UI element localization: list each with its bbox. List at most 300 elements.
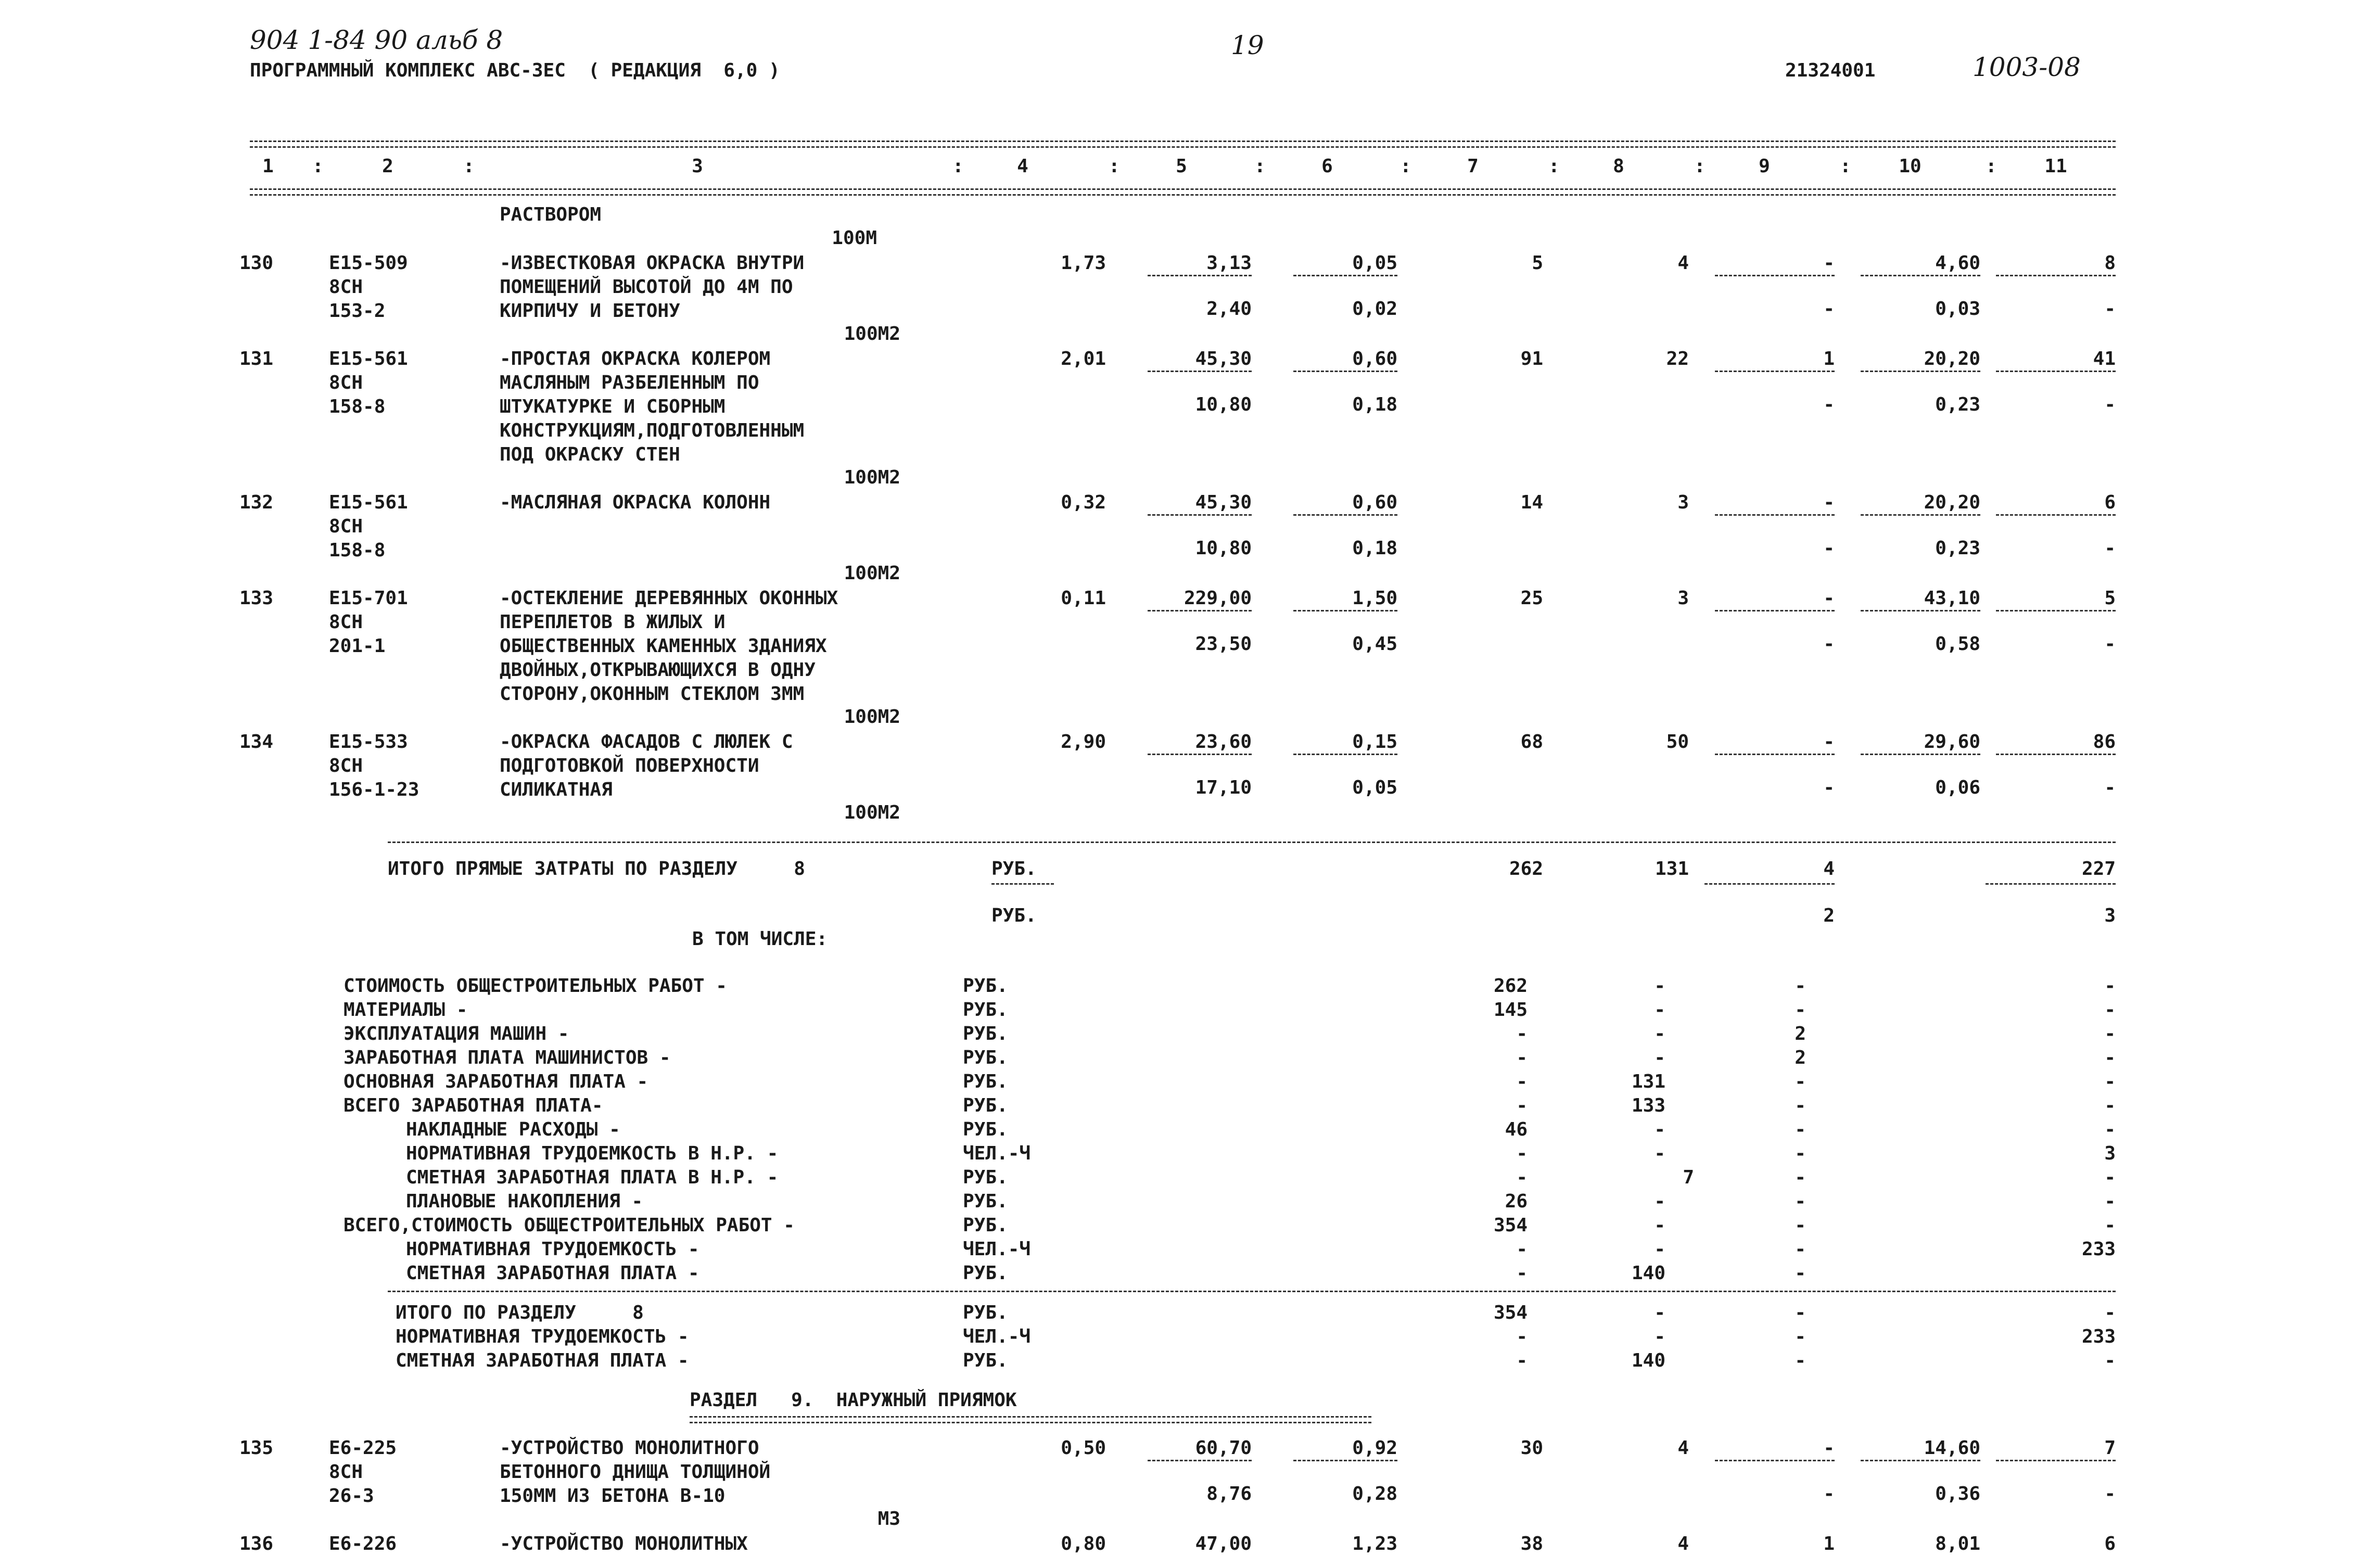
item-description: МАСЛЯНЫМ РАЗБЕЛЕННЫМ ПО xyxy=(500,372,759,393)
unit-underline xyxy=(991,883,1054,885)
totals-c9b: 2 xyxy=(1823,905,1835,926)
header-bottom-rule xyxy=(250,188,2116,196)
page-number: 19 xyxy=(1231,30,1264,60)
cell-c5b: 2,40 xyxy=(1206,298,1252,320)
item-code: Е15-701 xyxy=(329,588,408,609)
unit-label: 100М2 xyxy=(844,706,900,728)
section-9-title: РАЗДЕЛ 9. НАРУЖНЫЙ ПРИЯМОК xyxy=(690,1389,1017,1411)
section-total-c7: - xyxy=(1516,1350,1528,1371)
cell-c6: 0,92 xyxy=(1352,1437,1397,1459)
item-number: 135 xyxy=(239,1437,273,1459)
cell-c6: 1,50 xyxy=(1352,588,1397,609)
cell-c10: 20,20 xyxy=(1924,348,1980,369)
breakdown-label: ПЛАНОВЫЕ НАКОПЛЕНИЯ - xyxy=(406,1191,643,1212)
cell-c6: 0,15 xyxy=(1352,731,1397,753)
section-total-c11: 233 xyxy=(2081,1326,2116,1347)
breakdown-c11: - xyxy=(2104,1167,2116,1188)
breakdown-c9: - xyxy=(1795,975,1806,997)
section-total-label: СМЕТНАЯ ЗАРАБОТНАЯ ПЛАТА - xyxy=(396,1350,689,1371)
item-description: ПОМЕЩЕНИЙ ВЫСОТОЙ ДО 4М ПО xyxy=(500,276,793,298)
cell-c9b: - xyxy=(1823,1483,1835,1505)
item-number: 133 xyxy=(239,588,273,609)
breakdown-c9: - xyxy=(1795,1263,1806,1284)
breakdown-c11: - xyxy=(2104,1191,2116,1212)
breakdown-label: НАКЛАДНЫЕ РАСХОДЫ - xyxy=(406,1119,620,1140)
breakdown-label: МАТЕРИАЛЫ - xyxy=(344,999,468,1021)
cell-c6: 0,05 xyxy=(1352,252,1397,274)
column-header-9: 9 xyxy=(1759,156,1770,177)
column-header-6: 6 xyxy=(1321,156,1333,177)
cell-c9: - xyxy=(1823,588,1835,609)
rate-underline xyxy=(1861,514,1980,516)
cell-c10: 8,01 xyxy=(1935,1533,1980,1554)
cell-c5b: 10,80 xyxy=(1195,394,1252,415)
cell-c7: 25 xyxy=(1520,588,1543,609)
column-header-5: 5 xyxy=(1176,156,1187,177)
rate-underline xyxy=(1293,754,1397,755)
breakdown-c8: - xyxy=(1654,1143,1665,1164)
cell-c6b: 0,02 xyxy=(1352,298,1397,320)
cell-c11: 6 xyxy=(2104,492,2116,513)
rate-underline xyxy=(1715,514,1835,516)
cell-c5: 3,13 xyxy=(1206,252,1252,274)
breakdown-c7: 354 xyxy=(1493,1215,1528,1236)
cell-c7: 38 xyxy=(1520,1533,1543,1554)
breakdown-unit: РУБ. xyxy=(963,1191,1008,1212)
item-description: ПОД ОКРАСКУ СТЕН xyxy=(500,444,680,465)
breakdown-c9: - xyxy=(1795,1167,1806,1188)
breakdown-c9: 2 xyxy=(1795,1023,1806,1044)
item-description: ПОДГОТОВКОЙ ПОВЕРХНОСТИ xyxy=(500,755,759,776)
cell-c4: 0,11 xyxy=(1061,588,1106,609)
cell-c4: 1,73 xyxy=(1061,252,1106,274)
item-code: Е6-226 xyxy=(329,1533,397,1554)
breakdown-unit: РУБ. xyxy=(963,1215,1008,1236)
rate-underline xyxy=(1293,371,1397,372)
rate-underline xyxy=(1148,514,1252,516)
section-total-label: НОРМАТИВНАЯ ТРУДОЕМКОСТЬ - xyxy=(396,1326,689,1347)
item-description: -ОСТЕКЛЕНИЕ ДЕРЕВЯННЫХ ОКОННЫХ xyxy=(500,588,838,609)
item-description: ДВОЙНЫХ,ОТКРЫВАЮЩИХСЯ В ОДНУ xyxy=(500,659,816,681)
cell-c11: 8 xyxy=(2104,252,2116,274)
rate-underline xyxy=(1996,371,2116,372)
cell-c10b: 0,36 xyxy=(1935,1483,1980,1505)
rate-underline xyxy=(1715,610,1835,611)
item-description: -ОКРАСКА ФАСАДОВ С ЛЮЛЕК С xyxy=(500,731,793,753)
continuation-text: РАСТВОРОМ xyxy=(500,204,602,225)
column-separator: : xyxy=(1840,156,1851,177)
cell-c10: 14,60 xyxy=(1924,1437,1980,1459)
breakdown-c7: - xyxy=(1516,1023,1528,1044)
cell-c11: 7 xyxy=(2104,1437,2116,1459)
cell-c5: 45,30 xyxy=(1195,348,1252,369)
totals-c11: 227 xyxy=(2081,858,2116,879)
cell-c8: 4 xyxy=(1677,1533,1689,1554)
cell-c9b: - xyxy=(1823,538,1835,559)
rate-underline xyxy=(1148,275,1252,276)
breakdown-c9: - xyxy=(1795,1071,1806,1092)
cell-c4: 0,50 xyxy=(1061,1437,1106,1459)
item-number: 136 xyxy=(239,1533,273,1554)
breakdown-c8: - xyxy=(1654,1239,1665,1260)
including-label: В ТОМ ЧИСЛЕ: xyxy=(692,928,828,950)
item-number: 132 xyxy=(239,492,273,513)
cell-c5: 47,00 xyxy=(1195,1533,1252,1554)
cell-c6b: 0,18 xyxy=(1352,538,1397,559)
item-code: Е15-533 xyxy=(329,731,408,753)
cell-c9: - xyxy=(1823,252,1835,274)
breakdown-unit: РУБ. xyxy=(963,975,1008,997)
section-total-c9: - xyxy=(1795,1302,1806,1323)
cell-c11: 41 xyxy=(2093,348,2116,369)
column-header-1: 1 xyxy=(262,156,274,177)
column-header-2: 2 xyxy=(382,156,393,177)
breakdown-label: ОСНОВНАЯ ЗАРАБОТНАЯ ПЛАТА - xyxy=(344,1071,648,1092)
item-description: БЕТОННОГО ДНИЩА ТОЛЩИНОЙ xyxy=(500,1461,771,1483)
breakdown-unit: РУБ. xyxy=(963,1023,1008,1044)
cell-c9: 1 xyxy=(1823,348,1835,369)
header-top-rule xyxy=(250,141,2116,148)
breakdown-c11: - xyxy=(2104,1071,2116,1092)
cell-c5: 23,60 xyxy=(1195,731,1252,753)
item-code: 201-1 xyxy=(329,635,386,657)
cell-c10b: 0,06 xyxy=(1935,777,1980,798)
breakdown-c8b: 7 xyxy=(1683,1167,1694,1188)
cell-c9b: - xyxy=(1823,298,1835,320)
item-description: СТОРОНУ,ОКОННЫМ СТЕКЛОМ 3ММ xyxy=(500,683,805,705)
breakdown-c8: - xyxy=(1654,1023,1665,1044)
rate-underline xyxy=(1148,754,1252,755)
column-header-3: 3 xyxy=(692,156,703,177)
unit-label: 100М2 xyxy=(844,467,900,488)
section-totals-rule xyxy=(388,1291,2116,1292)
totals-c7: 262 xyxy=(1509,858,1543,879)
rate-underline xyxy=(1715,371,1835,372)
totals-top-rule xyxy=(388,842,2116,843)
section-total-unit: ЧЕЛ.-Ч xyxy=(963,1326,1031,1347)
column-separator: : xyxy=(1109,156,1120,177)
item-description: ОБЩЕСТВЕННЫХ КАМЕННЫХ ЗДАНИЯХ xyxy=(500,635,827,657)
breakdown-c8: 133 xyxy=(1631,1095,1665,1116)
column-header-8: 8 xyxy=(1613,156,1624,177)
breakdown-c11: - xyxy=(2104,1095,2116,1116)
breakdown-label: ВСЕГО,СТОИМОСТЬ ОБЩЕСТРОИТЕЛЬНЫХ РАБОТ - xyxy=(344,1215,795,1236)
item-description: ШТУКАТУРКЕ И СБОРНЫМ xyxy=(500,396,726,417)
cell-c6b: 0,18 xyxy=(1352,394,1397,415)
cell-c11: 86 xyxy=(2093,731,2116,753)
breakdown-unit: РУБ. xyxy=(963,1095,1008,1116)
column-separator: : xyxy=(463,156,475,177)
document-code: 21324001 xyxy=(1785,60,1876,81)
cell-c9: - xyxy=(1823,1437,1835,1459)
column-separator: : xyxy=(1548,156,1560,177)
totals-title: ИТОГО ПРЯМЫЕ ЗАТРАТЫ ПО РАЗДЕЛУ 8 xyxy=(388,858,805,879)
handwritten-code: 1003-08 xyxy=(1973,52,2081,82)
cell-c7: 91 xyxy=(1520,348,1543,369)
rate-underline xyxy=(1715,1460,1835,1461)
breakdown-unit: РУБ. xyxy=(963,1167,1008,1188)
item-code: 8СН xyxy=(329,516,363,537)
cell-c7: 30 xyxy=(1520,1437,1543,1459)
breakdown-unit: ЧЕЛ.-Ч xyxy=(963,1239,1031,1260)
cell-c11b: - xyxy=(2104,777,2116,798)
cell-c10: 4,60 xyxy=(1935,252,1980,274)
rate-underline xyxy=(1996,514,2116,516)
breakdown-c7: - xyxy=(1516,1047,1528,1068)
cell-c8: 4 xyxy=(1677,252,1689,274)
unit-label: 100М2 xyxy=(844,323,900,345)
cell-c6: 0,60 xyxy=(1352,492,1397,513)
cell-c10: 29,60 xyxy=(1924,731,1980,753)
breakdown-c11: - xyxy=(2104,1047,2116,1068)
cell-c8: 50 xyxy=(1666,731,1689,753)
item-code: 8СН xyxy=(329,1461,363,1483)
item-code: Е15-561 xyxy=(329,348,408,369)
column-separator: : xyxy=(1986,156,1997,177)
breakdown-c9: - xyxy=(1795,1239,1806,1260)
breakdown-c8: - xyxy=(1654,1191,1665,1212)
cell-c11b: - xyxy=(2104,298,2116,320)
totals-c8: 131 xyxy=(1655,858,1689,879)
breakdown-c11: - xyxy=(2104,1023,2116,1044)
breakdown-c7: - xyxy=(1516,1167,1528,1188)
cell-c5b: 23,50 xyxy=(1195,633,1252,655)
item-description: -УСТРОЙСТВО МОНОЛИТНЫХ xyxy=(500,1533,748,1554)
cell-c10: 20,20 xyxy=(1924,492,1980,513)
item-code: 158-8 xyxy=(329,396,386,417)
item-code: 158-8 xyxy=(329,540,386,561)
breakdown-unit: РУБ. xyxy=(963,999,1008,1021)
breakdown-c8: - xyxy=(1654,1047,1665,1068)
breakdown-c8: 140 xyxy=(1631,1263,1665,1284)
item-code: 8СН xyxy=(329,372,363,393)
breakdown-label: СМЕТНАЯ ЗАРАБОТНАЯ ПЛАТА - xyxy=(406,1263,699,1284)
item-code: Е6-225 xyxy=(329,1437,397,1459)
cell-c9: 1 xyxy=(1823,1533,1835,1554)
cell-c11b: - xyxy=(2104,633,2116,655)
cell-c11: 6 xyxy=(2104,1533,2116,1554)
section-total-c7: 354 xyxy=(1493,1302,1528,1323)
cell-c11: 5 xyxy=(2104,588,2116,609)
cell-c5b: 17,10 xyxy=(1195,777,1252,798)
cell-c9b: - xyxy=(1823,633,1835,655)
breakdown-c9: - xyxy=(1795,1095,1806,1116)
item-description: -ИЗВЕСТКОВАЯ ОКРАСКА ВНУТРИ xyxy=(500,252,805,274)
cell-c6b: 0,28 xyxy=(1352,1483,1397,1505)
rate-underline xyxy=(1293,610,1397,611)
unit-label: 100М2 xyxy=(844,802,900,823)
rate-underline xyxy=(1861,610,1980,611)
item-number: 134 xyxy=(239,731,273,753)
cell-c9b: - xyxy=(1823,777,1835,798)
cell-c5: 229,00 xyxy=(1184,588,1252,609)
item-description: 150ММ ИЗ БЕТОНА В-10 xyxy=(500,1485,726,1507)
section-total-c8: 140 xyxy=(1631,1350,1665,1371)
breakdown-c7: - xyxy=(1516,1143,1528,1164)
column-separator: : xyxy=(952,156,964,177)
cell-c7: 14 xyxy=(1520,492,1543,513)
item-code: 8СН xyxy=(329,276,363,298)
cell-c6b: 0,05 xyxy=(1352,777,1397,798)
cell-c9: - xyxy=(1823,731,1835,753)
section-total-c8: - xyxy=(1654,1326,1665,1347)
column-separator: : xyxy=(1400,156,1411,177)
cell-c10b: 0,23 xyxy=(1935,538,1980,559)
breakdown-label: НОРМАТИВНАЯ ТРУДОЕМКОСТЬ - xyxy=(406,1239,699,1260)
column-header-7: 7 xyxy=(1467,156,1479,177)
cell-c4: 2,90 xyxy=(1061,731,1106,753)
section-total-unit: РУБ. xyxy=(963,1350,1008,1371)
rate-underline xyxy=(1996,275,2116,276)
item-code: 8СН xyxy=(329,611,363,633)
breakdown-label: НОРМАТИВНАЯ ТРУДОЕМКОСТЬ В Н.Р. - xyxy=(406,1143,779,1164)
cell-c11b: - xyxy=(2104,538,2116,559)
column-separator: : xyxy=(1254,156,1266,177)
totals-c9: 4 xyxy=(1823,858,1835,879)
cell-c6: 1,23 xyxy=(1352,1533,1397,1554)
rate-underline xyxy=(1861,371,1980,372)
section-total-c11: - xyxy=(2104,1350,2116,1371)
column-header-4: 4 xyxy=(1017,156,1028,177)
cell-c4: 2,01 xyxy=(1061,348,1106,369)
rate-underline xyxy=(1148,371,1252,372)
breakdown-unit: РУБ. xyxy=(963,1047,1008,1068)
rate-underline xyxy=(1715,754,1835,755)
item-description: КИРПИЧУ И БЕТОНУ xyxy=(500,300,680,322)
rate-underline xyxy=(1996,754,2116,755)
breakdown-label: ЭКСПЛУАТАЦИЯ МАШИН - xyxy=(344,1023,569,1044)
totals-underline xyxy=(1704,883,1835,885)
item-code: 153-2 xyxy=(329,300,386,322)
rate-underline xyxy=(1996,610,2116,611)
column-header-11: 11 xyxy=(2044,156,2067,177)
breakdown-c9: - xyxy=(1795,1191,1806,1212)
cell-c5: 45,30 xyxy=(1195,492,1252,513)
section-total-c7: - xyxy=(1516,1326,1528,1347)
breakdown-label: СМЕТНАЯ ЗАРАБОТНАЯ ПЛАТА В Н.Р. - xyxy=(406,1167,779,1188)
breakdown-c9: - xyxy=(1795,1143,1806,1164)
item-description: -ПРОСТАЯ ОКРАСКА КОЛЕРОМ xyxy=(500,348,771,369)
breakdown-c11: - xyxy=(2104,999,2116,1021)
breakdown-c7: 26 xyxy=(1505,1191,1528,1212)
breakdown-c11: 3 xyxy=(2104,1143,2116,1164)
column-separator: : xyxy=(1694,156,1706,177)
totals-underline xyxy=(1986,883,2116,885)
unit-label: М3 xyxy=(877,1508,900,1529)
breakdown-c8: 131 xyxy=(1631,1071,1665,1092)
unit-label: 100М xyxy=(832,227,877,249)
cell-c4: 0,32 xyxy=(1061,492,1106,513)
cell-c10b: 0,23 xyxy=(1935,394,1980,415)
breakdown-c11: - xyxy=(2104,975,2116,997)
breakdown-c7: - xyxy=(1516,1239,1528,1260)
item-description: -УСТРОЙСТВО МОНОЛИТНОГО xyxy=(500,1437,759,1459)
breakdown-c9: - xyxy=(1795,1119,1806,1140)
breakdown-c7: - xyxy=(1516,1071,1528,1092)
cell-c6: 0,60 xyxy=(1352,348,1397,369)
breakdown-c11: - xyxy=(2104,1215,2116,1236)
cell-c5b: 8,76 xyxy=(1206,1483,1252,1505)
breakdown-c8: - xyxy=(1654,999,1665,1021)
cell-c11b: - xyxy=(2104,394,2116,415)
breakdown-c7: 145 xyxy=(1493,999,1528,1021)
item-description: СИЛИКАТНАЯ xyxy=(500,779,613,800)
item-code: 8СН xyxy=(329,755,363,776)
cell-c8: 3 xyxy=(1677,492,1689,513)
breakdown-c7: 46 xyxy=(1505,1119,1528,1140)
rate-underline xyxy=(1293,514,1397,516)
cell-c7: 5 xyxy=(1532,252,1543,274)
cell-c8: 3 xyxy=(1677,588,1689,609)
cell-c10b: 0,58 xyxy=(1935,633,1980,655)
rate-underline xyxy=(1861,275,1980,276)
item-code: 156-1-23 xyxy=(329,779,419,800)
breakdown-unit: РУБ. xyxy=(963,1119,1008,1140)
section-total-c11: - xyxy=(2104,1302,2116,1323)
breakdown-label: ВСЕГО ЗАРАБОТНАЯ ПЛАТА- xyxy=(344,1095,603,1116)
breakdown-c11: - xyxy=(2104,1119,2116,1140)
item-code: Е15-561 xyxy=(329,492,408,513)
item-number: 131 xyxy=(239,348,273,369)
section-title-underline xyxy=(690,1416,1371,1423)
breakdown-c7: 262 xyxy=(1493,975,1528,997)
cell-c4: 0,80 xyxy=(1061,1533,1106,1554)
column-separator: : xyxy=(312,156,324,177)
item-description: КОНСТРУКЦИЯМ,ПОДГОТОВЛЕННЫМ xyxy=(500,420,805,441)
breakdown-c9: - xyxy=(1795,1215,1806,1236)
breakdown-label: СТОИМОСТЬ ОБЩЕСТРОИТЕЛЬНЫХ РАБОТ - xyxy=(344,975,727,997)
rate-underline xyxy=(1861,1460,1980,1461)
totals-unit: РУБ. xyxy=(991,858,1037,879)
rate-underline xyxy=(1293,1460,1397,1461)
section-total-c9: - xyxy=(1795,1350,1806,1371)
totals-c11b: 3 xyxy=(2104,905,2116,926)
breakdown-unit: РУБ. xyxy=(963,1071,1008,1092)
breakdown-c8: - xyxy=(1654,1215,1665,1236)
rate-underline xyxy=(1293,275,1397,276)
rate-underline xyxy=(1996,1460,2116,1461)
breakdown-c9: 2 xyxy=(1795,1047,1806,1068)
cell-c8: 4 xyxy=(1677,1437,1689,1459)
section-total-unit: РУБ. xyxy=(963,1302,1008,1323)
item-description: -МАСЛЯНАЯ ОКРАСКА КОЛОНН xyxy=(500,492,771,513)
section-total-label: ИТОГО ПО РАЗДЕЛУ 8 xyxy=(396,1302,644,1323)
cell-c10: 43,10 xyxy=(1924,588,1980,609)
item-description: ПЕРЕПЛЕТОВ В ЖИЛЫХ И xyxy=(500,611,726,633)
breakdown-label: ЗАРАБОТНАЯ ПЛАТА МАШИНИСТОВ - xyxy=(344,1047,671,1068)
item-number: 130 xyxy=(239,252,273,274)
cell-c9: - xyxy=(1823,492,1835,513)
breakdown-c8: - xyxy=(1654,1119,1665,1140)
breakdown-unit: ЧЕЛ.-Ч xyxy=(963,1143,1031,1164)
rate-underline xyxy=(1715,275,1835,276)
breakdown-c7: - xyxy=(1516,1263,1528,1284)
section-total-c8: - xyxy=(1654,1302,1665,1323)
cell-c7: 68 xyxy=(1520,731,1543,753)
cell-c9b: - xyxy=(1823,394,1835,415)
cell-c10b: 0,03 xyxy=(1935,298,1980,320)
handwritten-reference: 904 1-84 90 альб 8 xyxy=(250,25,503,55)
cell-c5b: 10,80 xyxy=(1195,538,1252,559)
breakdown-c9: - xyxy=(1795,999,1806,1021)
breakdown-c11: 233 xyxy=(2081,1239,2116,1260)
totals-unit-2: РУБ. xyxy=(991,905,1037,926)
cell-c5: 60,70 xyxy=(1195,1437,1252,1459)
cell-c6b: 0,45 xyxy=(1352,633,1397,655)
column-header-10: 10 xyxy=(1899,156,1922,177)
cell-c11b: - xyxy=(2104,1483,2116,1505)
unit-label: 100М2 xyxy=(844,563,900,584)
